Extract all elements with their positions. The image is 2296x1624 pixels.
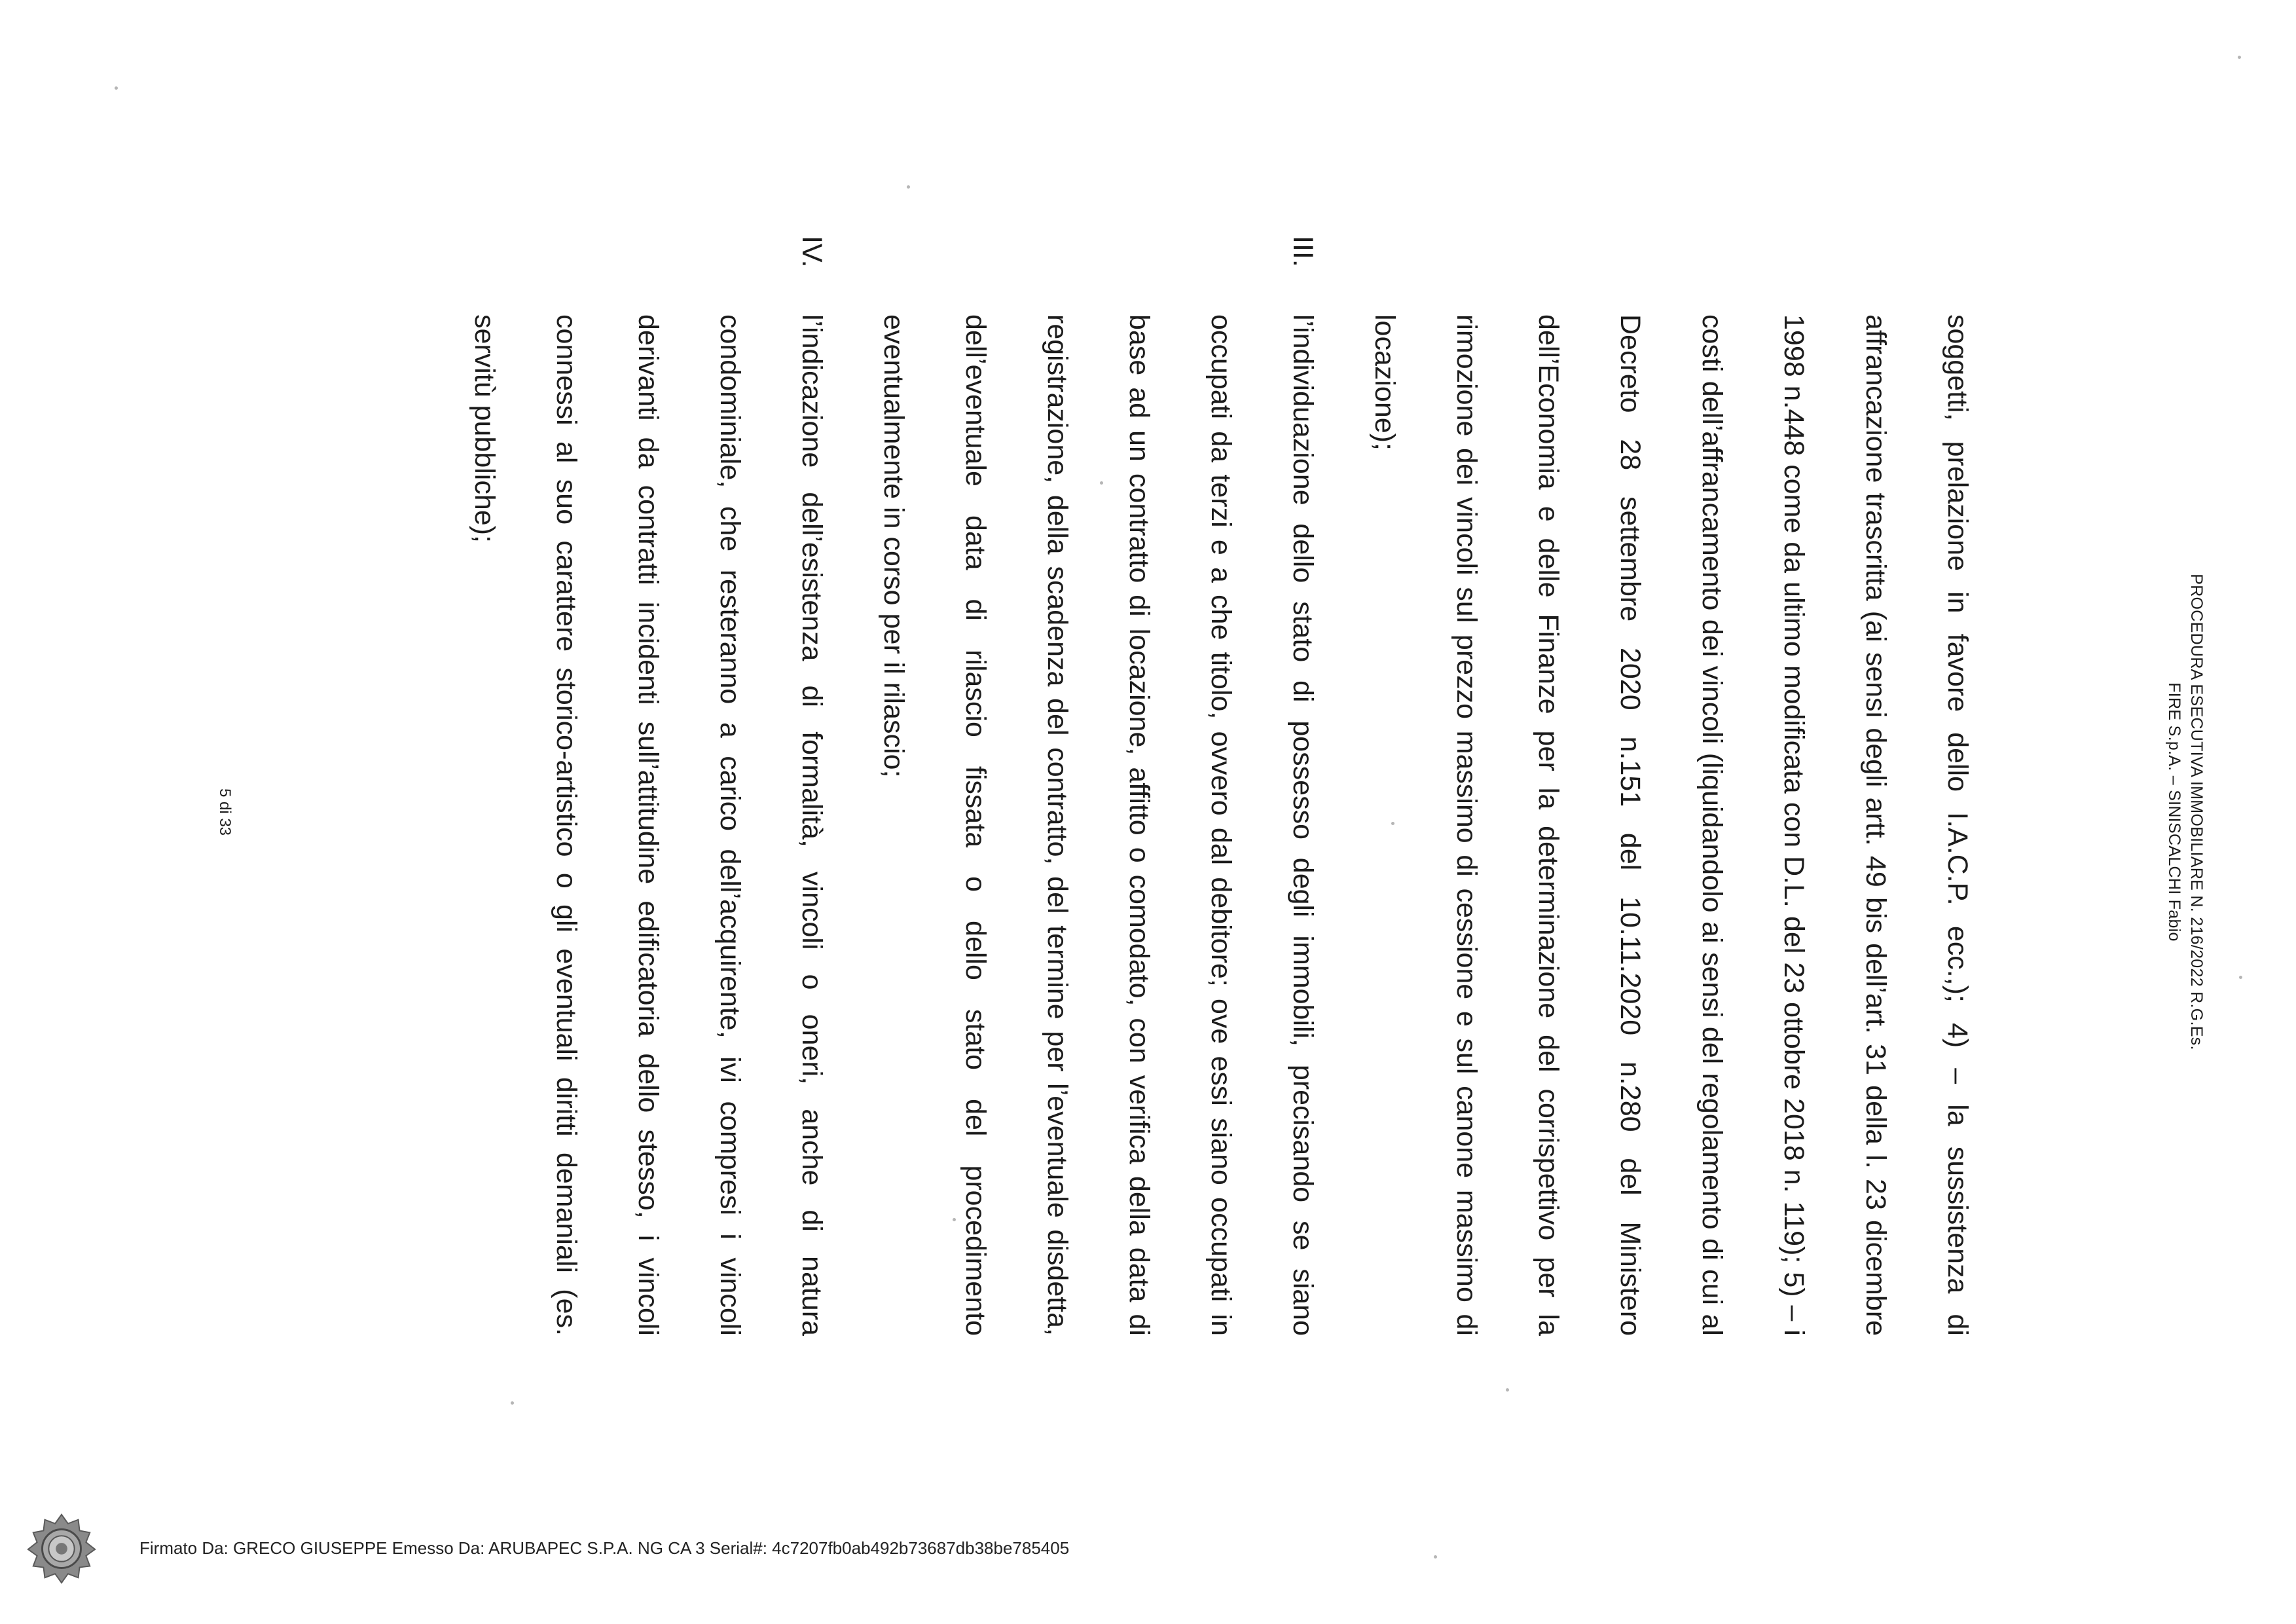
item-numeral: IV. bbox=[796, 236, 828, 268]
header-parties-line: FIRE S.p.A. – SINISCALCHI Fabio bbox=[2165, 682, 2183, 942]
signature-seal-icon bbox=[23, 1509, 100, 1587]
header-procedure-line: PROCEDURA ESECUTIVA IMMOBILIARE N. 216/2022 R.G.Es. bbox=[2187, 574, 2206, 1050]
page-header bbox=[2163, 0, 2208, 1624]
document-body bbox=[443, 236, 1998, 1336]
paragraph-item-iv bbox=[443, 236, 852, 1336]
item-numeral: III. bbox=[1287, 236, 1319, 267]
page-number: 5 di 33 bbox=[216, 788, 234, 836]
paragraph-text: l’individuazione dello stato di possesso degli immobili, precisando se siano occupati da terzi e a che titolo, ovvero dal debitore; ove essi siano occupati in base ad un contratto di locazione, affitto o comodato, con verifica della data di registrazione, della scadenza del contratto, del termine per l’eventuale disdetta, dell’eventuale data di rilascio fissata o dello stato del procedimento eventualmente in corso per il rilascio; bbox=[878, 314, 1319, 1336]
signature-text: Firmato Da: GRECO GIUSEPPE Emesso Da: ARUBAPEC S.P.A. NG CA 3 Serial#: 4c7207fb0ab492b73687db38be785405 bbox=[139, 1538, 1070, 1558]
paragraph-text: soggetti, prelazione in favore dello I.A.C.P. ecc.,); 4) – la sussistenza di affrancazione trascritta (ai sensi degli artt. 49 bis dell’art. 31 della l. 23 dicembre 1998 n.448 come da ultimo modificata con D.L. del 23 ottobre 2018 n. 119); 5) – i costi dell’affrancamento dei vincoli (liquidandolo ai sensi del regolamento di cui al Decreto 28 settembre 2020 n.151 del 10.11.2020 n.280 del Ministero dell’Economia e delle Finanze per la determinazione del corrispettivo per la rimozione dei vincoli sul prezzo massimo di cessione e sul canone massimo di locazione); bbox=[1369, 314, 1973, 1336]
paragraph-continuation bbox=[1343, 314, 1998, 1336]
digital-signature bbox=[23, 1509, 1069, 1587]
paragraph-item-iii bbox=[852, 236, 1343, 1336]
paragraph-text: l’indicazione dell’esistenza di formalità, vincoli o oneri, anche di natura condominiale, che resteranno a carico dell’acquirente, ivi compresi i vincoli derivanti da contratti incidenti sull’attitudine edificatoria dello stesso, i vincoli connessi al suo carattere storico-artistico o gli eventuali diritti demaniali (es. servitù pubbliche); bbox=[469, 314, 828, 1336]
